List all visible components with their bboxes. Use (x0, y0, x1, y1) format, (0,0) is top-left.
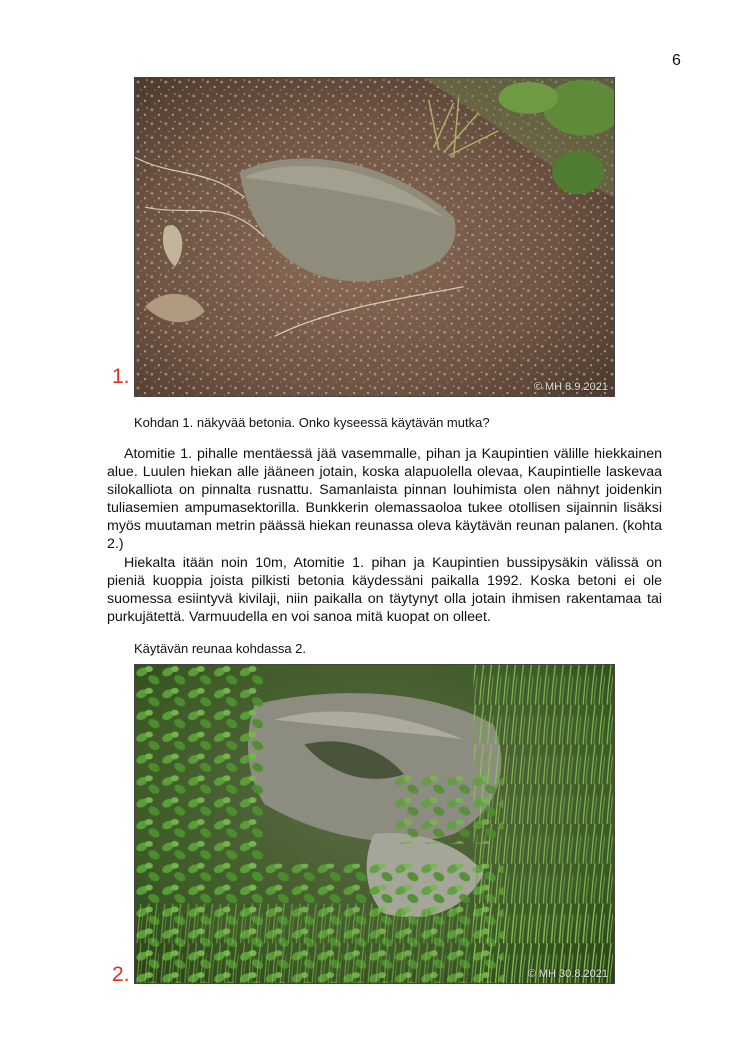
photo-credit: © MH 30.8.2021 (527, 968, 608, 980)
photo-credit: © MH 8.9.2021 (533, 381, 608, 393)
photo-corridor-edge-image (135, 665, 614, 983)
page-number: 6 (672, 52, 681, 69)
figure-number: 1. (112, 365, 130, 388)
paragraph: Hiekalta itään noin 10m, Atomitie 1. pihan ja Kaupintien bussipysäkin välissä on pieniä kuoppia joista pilkisti betonia käydessäni paikalla 1992. Koska betoni ei ole suomessa esiintyvä kivilaji, niin paikalla on täytynyt olla jotain ihmisen rakentamaa tai purkujätettä. Varmuudella en voi sanoa mitä kuopat on olleet. (107, 554, 662, 625)
photo-concrete-sand (134, 77, 615, 397)
body-text (107, 445, 662, 626)
photo-corridor-edge (134, 664, 615, 984)
paragraph: Atomitie 1. pihalle mentäessä jää vasemmalle, pihan ja Kaupintien välille hiekkainen alue. Luulen hiekan alle jääneen jotain, koska alapuolella olevaa, Kaupintielle laskevaa silokalliota on pinnalta rusnattu. Samanlaista pinnan louhimista olen nähnyt joidenkin tuliasemien ampumasektorilla. Bunkkerin olemassaoloa tukee otollisen sijainnin lisäksi myös muutaman metrin päässä hiekan reunassa oleva käytävän reunan palanen. (kohta 2.) (107, 446, 662, 553)
figure-caption: Kohdan 1. näkyvää betonia. Onko kyseessä käytävän mutka? (134, 415, 490, 430)
figure-number: 2. (112, 963, 130, 986)
photo-concrete-sand-image (135, 78, 614, 396)
figure-caption: Käytävän reunaa kohdassa 2. (134, 641, 307, 656)
